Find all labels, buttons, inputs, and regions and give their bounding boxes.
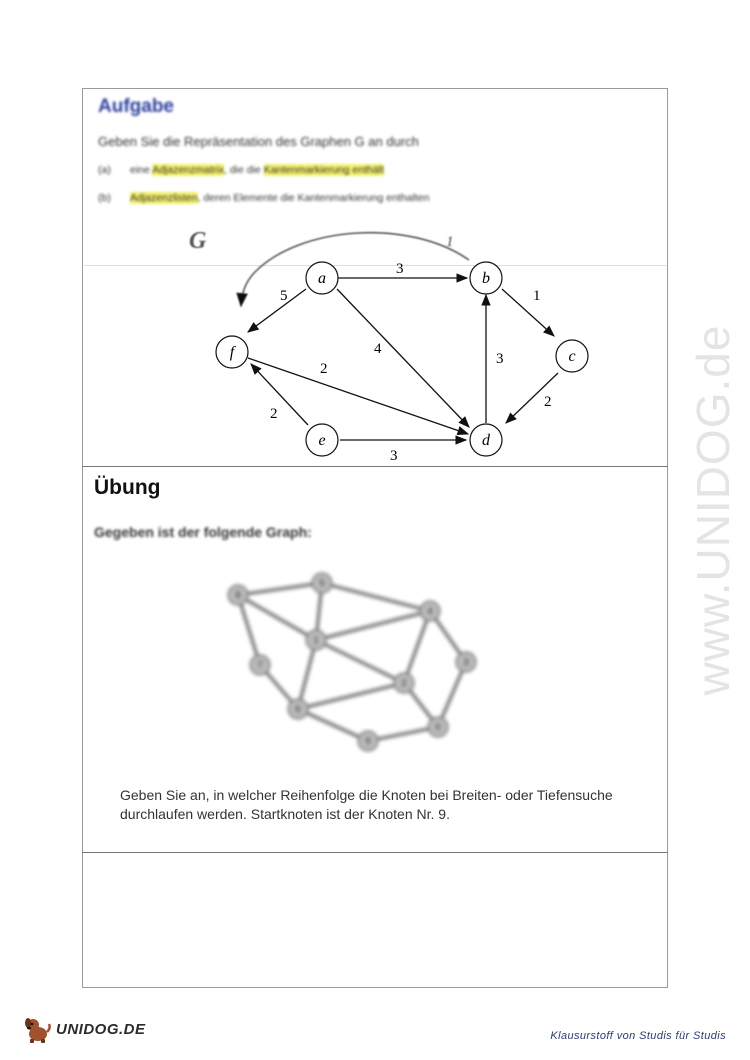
node-f (216, 336, 248, 368)
node-a-label: a (318, 270, 326, 287)
task-item-b (98, 192, 429, 204)
node-b-label: b (482, 270, 490, 287)
task-item-b-highlight: Adjazenzlisten (130, 192, 198, 204)
edge-a-b-weight: 3 (396, 261, 404, 277)
node-c (556, 340, 588, 372)
edge-b-c-weight: 1 (533, 288, 541, 304)
edge-a-d-weight: 4 (374, 341, 382, 357)
task-heading: Aufgabe (98, 96, 174, 117)
graph-g-label: G (189, 228, 207, 254)
node-f-label: f (229, 344, 235, 361)
edge-d-b-weight: 3 (496, 351, 504, 367)
node-c-label: c (568, 348, 576, 365)
node-a (306, 262, 338, 294)
edge-b-c (502, 289, 554, 336)
exercise-node-label: 0 (435, 722, 441, 732)
task-item-a-highlight-1: Adjazenzmatrix (152, 164, 224, 176)
edge-a-f (248, 289, 306, 332)
exercise-node-label: 8 (235, 590, 241, 600)
graph-g (84, 218, 666, 466)
node-b (470, 262, 502, 294)
section-divider (82, 852, 668, 853)
task-item-a-highlight-2: Kantenmarkierung enthält (263, 164, 384, 176)
task-item-b-letter: (b) (98, 192, 111, 204)
exercise-node-label: 5 (319, 578, 325, 588)
node-d-label: d (482, 432, 490, 449)
exercise-node-label: 6 (295, 704, 301, 714)
exercise-node-label: 9 (365, 736, 371, 746)
dog-icon (22, 1014, 52, 1044)
task-item-a-letter: (a) (98, 164, 111, 176)
exercise-graph (200, 565, 500, 765)
task-item-a-mid: , die die (223, 164, 264, 176)
edge-b-f-weight: 1 (446, 234, 454, 250)
exercise-intro: Gegeben ist der folgende Graph: (94, 524, 312, 540)
edge-e-f-weight: 2 (270, 406, 278, 422)
logo-text: UNIDOG.DE (56, 1020, 146, 1038)
edge-a-d (337, 289, 469, 427)
edge-a-f-weight: 5 (280, 288, 288, 304)
edge-c-d-weight: 2 (544, 394, 552, 410)
exercise-node-label: 3 (463, 657, 469, 667)
exercise-heading: Übung (94, 476, 161, 499)
task-item-a-pre: eine (130, 164, 153, 176)
exercise-node-label: 4 (427, 606, 433, 616)
unidog-logo (22, 1014, 146, 1044)
edge-e-d-weight: 3 (390, 448, 398, 464)
edge-e-f (251, 364, 308, 425)
exercise-node-label: 1 (313, 635, 319, 645)
footer-tagline: Klausurstoff von Studis für Studis (550, 1030, 726, 1042)
node-d (470, 424, 502, 456)
edge-f-d-weight: 2 (320, 361, 328, 377)
exercise-node-label: 7 (257, 660, 263, 670)
exercise-node-label: 2 (401, 678, 407, 688)
node-e-label: e (318, 432, 326, 449)
node-e (306, 424, 338, 456)
task-intro: Geben Sie die Repräsentation des Graphen G an durch (98, 134, 419, 149)
task-item-a (98, 164, 384, 176)
exercise-question: Geben Sie an, in welcher Reihenfolge die Knoten bei Breiten- oder Tiefensuche durchlaufen werden. Startknoten ist der Knoten Nr. 9. (120, 787, 613, 822)
task-item-b-post: , deren Elemente die Kantenmarkierung enthalten (197, 192, 430, 204)
edge-b-f (241, 233, 469, 306)
section-divider (82, 466, 668, 467)
watermark: www.UNIDOG.de (687, 324, 739, 696)
